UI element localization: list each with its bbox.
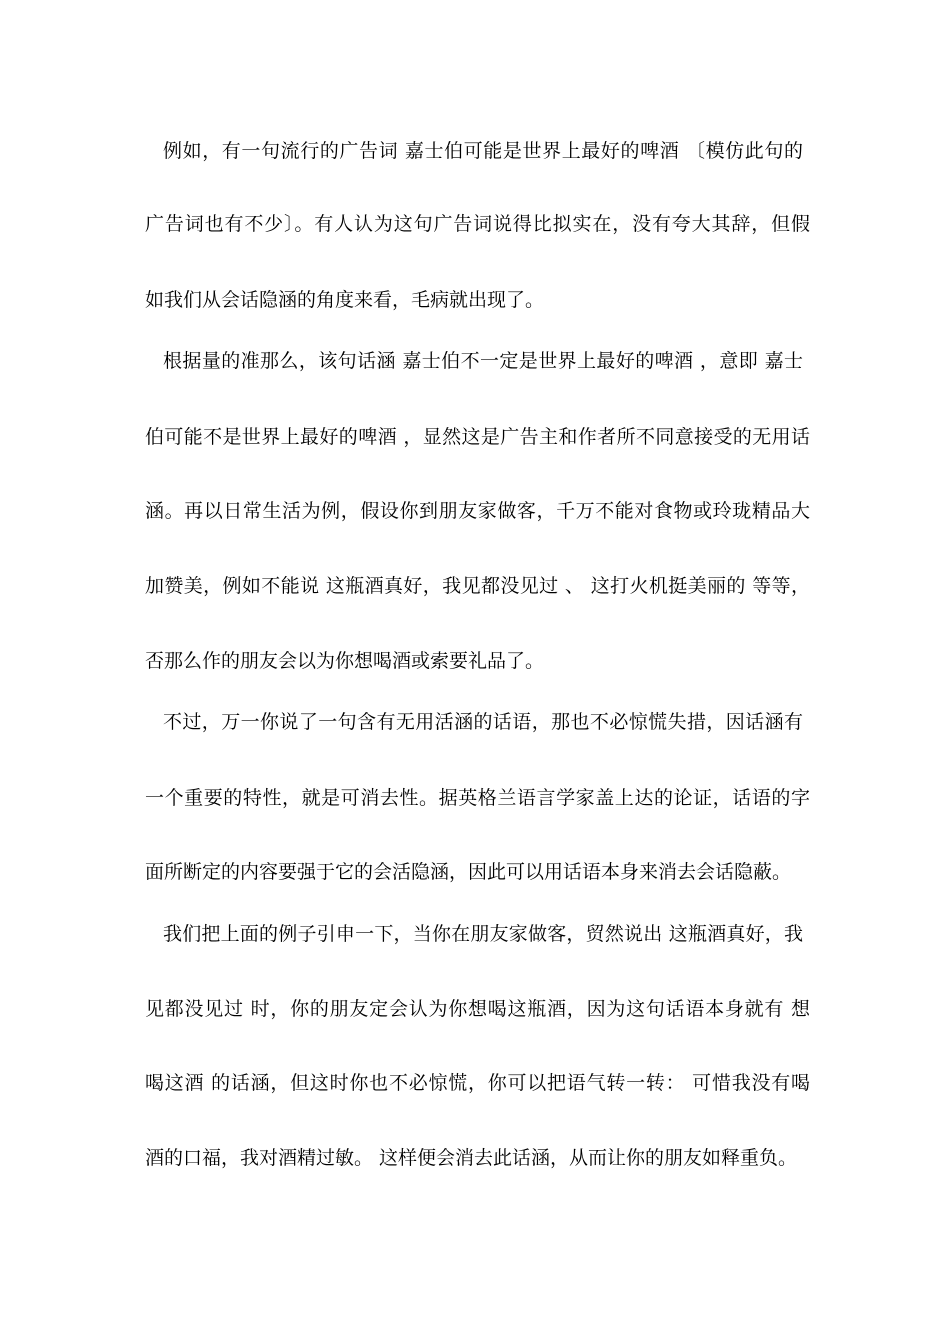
text-line: 涵。再以日常生活为例，假设你到朋友家做客，千万不能对食物或玲珑精品大 — [145, 500, 810, 522]
text-line: 如我们从会话隐涵的角度来看，毛病就出现了。 — [145, 289, 545, 311]
text-line: 加赞美，例如不能说 这瓶酒真好，我见都没见过 、 这打火机挺美丽的 等等， — [145, 575, 810, 597]
text-line: 我们把上面的例子引申一下，当你在朋友家做客，贸然说出 这瓶酒真好，我 — [163, 923, 803, 945]
text-line: 喝这酒 的话涵，但这时你也不必惊慌，你可以把语气转一转： 可惜我没有喝 — [145, 1072, 810, 1094]
text-line: 不过，万一你说了一句含有无用活涵的话语，那也不必惊慌失措，因话涵有 — [163, 711, 803, 733]
text-line: 见都没见过 时，你的朋友定会认为你想喝这瓶酒，因为这句话语本身就有 想 — [145, 998, 810, 1020]
text-line: 一个重要的特性，就是可消去性。据英格兰语言学家盖上达的论证，话语的字 — [145, 787, 810, 809]
text-line: 例如，有一句流行的广告词 嘉士伯可能是世界上最好的啤酒 〔模仿此句的 — [163, 140, 803, 162]
text-line: 根据量的准那么，该句话涵 嘉士伯不一定是世界上最好的啤酒 ，意即 嘉士 — [163, 350, 803, 372]
text-line: 酒的口福，我对酒精过敏。 这样便会消去此话涵，从而让你的朋友如释重负。 — [145, 1147, 798, 1169]
text-line: 广告词也有不少〕。有人认为这句广告词说得比拟实在，没有夸大其辞，但假 — [145, 213, 810, 235]
text-line: 否那么作的朋友会以为你想喝酒或索要礼品了。 — [145, 650, 545, 672]
text-line: 伯可能不是世界上最好的啤酒 ，显然这是广告主和作者所不同意接受的无用话 — [145, 426, 810, 448]
text-line: 面所断定的内容要强于它的会活隐涵，因此可以用话语本身来消去会话隐蔽。 — [145, 861, 792, 883]
